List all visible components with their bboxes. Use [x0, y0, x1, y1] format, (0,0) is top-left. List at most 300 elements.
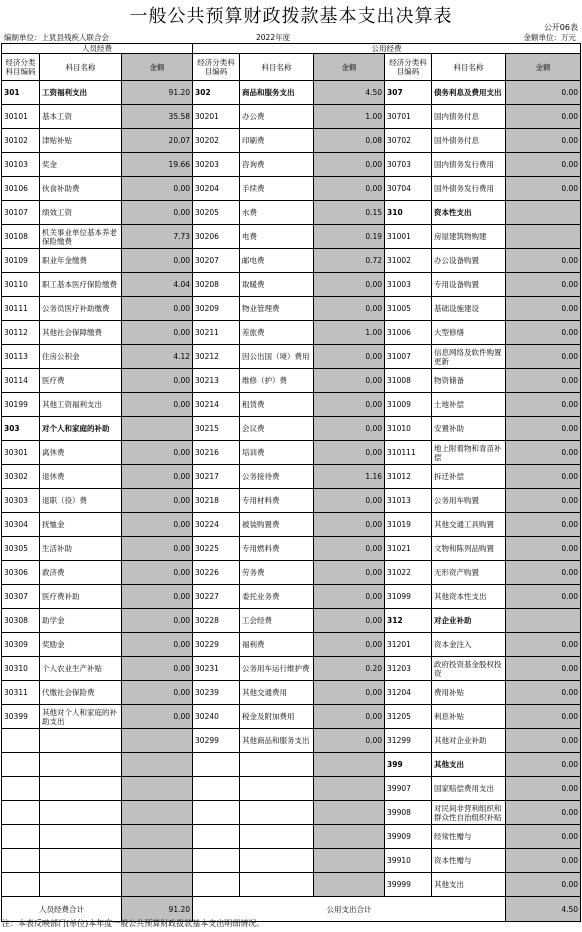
- cell-code: 30303: [2, 489, 40, 513]
- cell-amount: 1.16: [314, 465, 385, 489]
- cell-name: 国外债务发行费用: [432, 177, 506, 201]
- cell-code: 31003: [385, 273, 432, 297]
- cell-name: 利息补贴: [432, 705, 506, 729]
- cell-name: 其他资本性支出: [432, 585, 506, 609]
- cell-name: 其他交通工具购置: [432, 513, 506, 537]
- table-row: [2, 225, 581, 249]
- cell-code: 30217: [193, 465, 240, 489]
- cell-amount: 0.00: [506, 105, 581, 129]
- cell-code: 30213: [193, 369, 240, 393]
- cell-code: 31022: [385, 561, 432, 585]
- cell-code: 31006: [385, 321, 432, 345]
- cell-name: 税金及附加费用: [240, 705, 314, 729]
- cell-name: 公务员医疗补助缴费: [40, 297, 122, 321]
- cell-code: 30228: [193, 609, 240, 633]
- cell-amount: [506, 609, 581, 633]
- cell-name: 委托业务费: [240, 585, 314, 609]
- cell-amount: 0.00: [314, 681, 385, 705]
- cell-amount: 0.00: [314, 633, 385, 657]
- cell-name: 培训费: [240, 441, 314, 465]
- table-row: [2, 633, 581, 657]
- footnote: 注：本表反映部门(单位)本年度一般公共预算财政拨款基本支出明细情况。: [2, 919, 265, 928]
- cell-name: 其他商品和服务支出: [240, 729, 314, 753]
- cell-code: 39907: [385, 777, 432, 801]
- cell-name: 房屋建筑物购建: [432, 225, 506, 249]
- cell-code: 30218: [193, 489, 240, 513]
- col-code-header: 经济分类科目编码: [2, 54, 40, 81]
- cell-amount: [122, 729, 193, 753]
- cell-name: 职业年金缴费: [40, 249, 122, 273]
- cell-name: 机关事业单位基本养老保险缴费: [40, 225, 122, 249]
- cell-amount: 0.00: [506, 585, 581, 609]
- cell-code: 31204: [385, 681, 432, 705]
- cell-amount: 35.58: [122, 105, 193, 129]
- table-row: [2, 729, 581, 753]
- cell-name: [240, 753, 314, 777]
- cell-name: [40, 825, 122, 849]
- table-row: [2, 345, 581, 369]
- cell-code: 30114: [2, 369, 40, 393]
- cell-name: 政府投资基金股权投资: [432, 657, 506, 681]
- table-row: [2, 81, 581, 105]
- col-name-header: 科目名称: [432, 54, 506, 81]
- cell-code: 30225: [193, 537, 240, 561]
- cell-amount: 0.00: [314, 441, 385, 465]
- cell-name: 国内债务发行费用: [432, 153, 506, 177]
- cell-code: 39999: [385, 873, 432, 897]
- cell-name: 公务接待费: [240, 465, 314, 489]
- cell-name: 津贴补贴: [40, 129, 122, 153]
- table-row: [2, 465, 581, 489]
- cell-amount: [314, 753, 385, 777]
- cell-code: 30240: [193, 705, 240, 729]
- cell-name: 无形资产购置: [432, 561, 506, 585]
- col-amount-header: 金额: [314, 54, 385, 81]
- personnel-total-value: 91.20: [122, 897, 193, 922]
- cell-name: 费用补贴: [432, 681, 506, 705]
- cell-code: 30202: [193, 129, 240, 153]
- table-row: [2, 585, 581, 609]
- cell-amount: 0.00: [122, 393, 193, 417]
- cell-name: 拆迁补偿: [432, 465, 506, 489]
- cell-name: 退职（役）费: [40, 489, 122, 513]
- cell-code: 31013: [385, 489, 432, 513]
- cell-code: 30226: [193, 561, 240, 585]
- table-row: [2, 825, 581, 849]
- cell-code: 31001: [385, 225, 432, 249]
- cell-code: 30212: [193, 345, 240, 369]
- cell-name: 其他交通费用: [240, 681, 314, 705]
- cell-amount: 0.00: [506, 369, 581, 393]
- cell-name: 专用材料费: [240, 489, 314, 513]
- cell-amount: [122, 801, 193, 825]
- col-name-header: 科目名称: [40, 54, 122, 81]
- cell-amount: 4.12: [122, 345, 193, 369]
- cell-amount: 0.00: [506, 825, 581, 849]
- cell-name: 办公设备购置: [432, 249, 506, 273]
- cell-code: [2, 873, 40, 897]
- cell-amount: 4.04: [122, 273, 193, 297]
- cell-name: 福利费: [240, 633, 314, 657]
- cell-code: 30216: [193, 441, 240, 465]
- col-amount-header: 金额: [122, 54, 193, 81]
- cell-amount: 1.00: [314, 105, 385, 129]
- cell-name: 对企业补助: [432, 609, 506, 633]
- table-row: [2, 537, 581, 561]
- cell-amount: 0.00: [506, 537, 581, 561]
- cell-code: 31005: [385, 297, 432, 321]
- cell-amount: 91.20: [122, 81, 193, 105]
- cell-name: 租赁费: [240, 393, 314, 417]
- cell-code: 30310: [2, 657, 40, 681]
- cell-amount: [122, 417, 193, 441]
- table-row: [2, 105, 581, 129]
- cell-amount: [122, 825, 193, 849]
- cell-name: 医疗费: [40, 369, 122, 393]
- cell-name: 债务利息及费用支出: [432, 81, 506, 105]
- public-total-value: 4.50: [506, 897, 581, 922]
- cell-amount: 0.00: [314, 609, 385, 633]
- cell-amount: 0.00: [122, 321, 193, 345]
- cell-name: [240, 777, 314, 801]
- amount-unit: 金额单位：万元: [523, 33, 576, 42]
- cell-amount: 0.00: [122, 585, 193, 609]
- cell-name: 取暖费: [240, 273, 314, 297]
- table-row: [2, 561, 581, 585]
- cell-code: 30211: [193, 321, 240, 345]
- cell-amount: 0.00: [506, 273, 581, 297]
- cell-code: 303: [2, 417, 40, 441]
- cell-amount: [122, 849, 193, 873]
- cell-code: 30199: [2, 393, 40, 417]
- cell-amount: 0.00: [506, 129, 581, 153]
- cell-name: 土地补偿: [432, 393, 506, 417]
- cell-code: 30101: [2, 105, 40, 129]
- cell-code: 30204: [193, 177, 240, 201]
- cell-name: 会议费: [240, 417, 314, 441]
- cell-amount: 0.00: [314, 153, 385, 177]
- cell-code: 302: [193, 81, 240, 105]
- table-row: [2, 249, 581, 273]
- cell-amount: 0.00: [506, 81, 581, 105]
- cell-amount: 0.00: [506, 393, 581, 417]
- cell-amount: 0.00: [506, 177, 581, 201]
- cell-name: 资本性支出: [432, 201, 506, 225]
- cell-amount: 0.00: [506, 489, 581, 513]
- cell-amount: [314, 849, 385, 873]
- cell-amount: 0.00: [506, 633, 581, 657]
- cell-amount: 0.00: [506, 681, 581, 705]
- cell-code: 30304: [2, 513, 40, 537]
- cell-amount: 0.00: [506, 441, 581, 465]
- cell-code: 31099: [385, 585, 432, 609]
- cell-name: 基础设施建设: [432, 297, 506, 321]
- cell-code: 39909: [385, 825, 432, 849]
- cell-name: 差旅费: [240, 321, 314, 345]
- table-row: [2, 489, 581, 513]
- cell-code: 31010: [385, 417, 432, 441]
- cell-name: 伙食补助费: [40, 177, 122, 201]
- cell-code: 30231: [193, 657, 240, 681]
- cell-name: 国家赔偿费用支出: [432, 777, 506, 801]
- cell-code: 31009: [385, 393, 432, 417]
- table-row: [2, 273, 581, 297]
- cell-name: 被装购置费: [240, 513, 314, 537]
- cell-name: 资本性赠与: [432, 849, 506, 873]
- personnel-total-label: 人员经费合计: [2, 897, 122, 922]
- cell-code: 30399: [2, 705, 40, 729]
- cell-amount: 0.00: [122, 681, 193, 705]
- cell-code: [2, 729, 40, 753]
- cell-code: 31299: [385, 729, 432, 753]
- cell-code: 30215: [193, 417, 240, 441]
- cell-amount: 0.00: [122, 297, 193, 321]
- cell-amount: 0.00: [122, 489, 193, 513]
- cell-code: 30205: [193, 201, 240, 225]
- table-row: [2, 393, 581, 417]
- cell-code: 310: [385, 201, 432, 225]
- cell-code: 30110: [2, 273, 40, 297]
- cell-name: [240, 801, 314, 825]
- cell-code: [2, 753, 40, 777]
- cell-amount: 0.00: [122, 441, 193, 465]
- cell-name: 印刷费: [240, 129, 314, 153]
- cell-name: 专用燃料费: [240, 537, 314, 561]
- table-row: [2, 321, 581, 345]
- cell-name: 邮电费: [240, 249, 314, 273]
- cell-code: 30208: [193, 273, 240, 297]
- cell-amount: 0.00: [506, 417, 581, 441]
- cell-amount: 0.19: [314, 225, 385, 249]
- cell-code: 310111: [385, 441, 432, 465]
- public-total-label: 公用支出合计: [193, 897, 506, 922]
- cell-code: 30224: [193, 513, 240, 537]
- table-row: [2, 417, 581, 441]
- cell-name: 抚恤金: [40, 513, 122, 537]
- cell-amount: 0.00: [506, 657, 581, 681]
- table-row: [2, 657, 581, 681]
- cell-name: 商品和服务支出: [240, 81, 314, 105]
- cell-name: 其他支出: [432, 873, 506, 897]
- cell-name: 电费: [240, 225, 314, 249]
- cell-amount: [122, 777, 193, 801]
- cell-amount: [314, 801, 385, 825]
- cell-amount: 0.00: [122, 609, 193, 633]
- table-row: [2, 513, 581, 537]
- cell-code: 30307: [2, 585, 40, 609]
- cell-amount: 0.00: [506, 873, 581, 897]
- cell-amount: 0.00: [314, 513, 385, 537]
- cell-name: 信息网络及软件购置更新: [432, 345, 506, 369]
- cell-name: 办公费: [240, 105, 314, 129]
- info-bar: [0, 32, 582, 43]
- cell-amount: 0.00: [122, 633, 193, 657]
- cell-name: 安置补助: [432, 417, 506, 441]
- cell-amount: 0.00: [506, 345, 581, 369]
- cell-code: 39908: [385, 801, 432, 825]
- cell-code: 30102: [2, 129, 40, 153]
- personnel-header: 人员经费: [2, 44, 193, 54]
- cell-amount: 0.00: [506, 321, 581, 345]
- cell-amount: 0.00: [314, 585, 385, 609]
- cell-amount: [314, 873, 385, 897]
- cell-amount: 0.00: [506, 249, 581, 273]
- cell-amount: 0.00: [314, 297, 385, 321]
- cell-code: 30302: [2, 465, 40, 489]
- cell-code: 31008: [385, 369, 432, 393]
- cell-amount: 0.00: [314, 273, 385, 297]
- cell-name: 水费: [240, 201, 314, 225]
- cell-code: 30203: [193, 153, 240, 177]
- cell-code: 30227: [193, 585, 240, 609]
- cell-code: 30106: [2, 177, 40, 201]
- table-row: [2, 705, 581, 729]
- cell-code: 30214: [193, 393, 240, 417]
- cell-name: [40, 801, 122, 825]
- cell-name: [240, 825, 314, 849]
- cell-name: [40, 777, 122, 801]
- cell-code: 301: [2, 81, 40, 105]
- cell-name: [240, 849, 314, 873]
- cell-name: 绩效工资: [40, 201, 122, 225]
- cell-name: 专用设备购置: [432, 273, 506, 297]
- cell-amount: [314, 825, 385, 849]
- cell-amount: 19.66: [122, 153, 193, 177]
- cell-name: [40, 753, 122, 777]
- cell-amount: 0.00: [122, 177, 193, 201]
- col-code-header: 经济分类科目编码: [385, 54, 432, 81]
- cell-name: 其他工资福利支出: [40, 393, 122, 417]
- cell-code: 39910: [385, 849, 432, 873]
- cell-code: 30239: [193, 681, 240, 705]
- cell-name: 其他支出: [432, 753, 506, 777]
- cell-amount: 0.08: [314, 129, 385, 153]
- cell-code: 30306: [2, 561, 40, 585]
- cell-name: 退休费: [40, 465, 122, 489]
- cell-name: 对民间非营利组织和群众性自治组织补贴: [432, 801, 506, 825]
- cell-code: 30206: [193, 225, 240, 249]
- cell-amount: 0.00: [314, 345, 385, 369]
- cell-amount: 0.00: [122, 201, 193, 225]
- cell-code: [193, 753, 240, 777]
- cell-name: 其他社会保障缴费: [40, 321, 122, 345]
- cell-name: 离休费: [40, 441, 122, 465]
- cell-amount: 0.15: [314, 201, 385, 225]
- cell-name: 个人农业生产补贴: [40, 657, 122, 681]
- cell-code: 30229: [193, 633, 240, 657]
- cell-name: 因公出国（境）费用: [240, 345, 314, 369]
- cell-amount: [506, 225, 581, 249]
- cell-code: 30701: [385, 105, 432, 129]
- cell-name: 生活补助: [40, 537, 122, 561]
- cell-amount: 0.00: [314, 561, 385, 585]
- cell-code: 30704: [385, 177, 432, 201]
- cell-amount: [122, 873, 193, 897]
- cell-code: 30112: [2, 321, 40, 345]
- cell-amount: 0.00: [506, 753, 581, 777]
- cell-amount: 0.00: [314, 369, 385, 393]
- cell-code: 31007: [385, 345, 432, 369]
- cell-code: [2, 801, 40, 825]
- col-code-header: 经济分类科目编码: [193, 54, 240, 81]
- cell-name: 住房公积金: [40, 345, 122, 369]
- cell-code: 30311: [2, 681, 40, 705]
- public-header: 公用经费: [193, 44, 581, 54]
- cell-amount: [506, 201, 581, 225]
- cell-amount: 0.00: [314, 537, 385, 561]
- cell-code: 30201: [193, 105, 240, 129]
- cell-code: 30207: [193, 249, 240, 273]
- table-row: [2, 681, 581, 705]
- table-row: [2, 849, 581, 873]
- cell-amount: 0.00: [506, 465, 581, 489]
- table-row: [2, 177, 581, 201]
- cell-name: 维修（护）费: [240, 369, 314, 393]
- cell-code: [2, 777, 40, 801]
- cell-name: 基本工资: [40, 105, 122, 129]
- col-amount-header: 金额: [506, 54, 581, 81]
- cell-amount: 0.00: [506, 153, 581, 177]
- cell-name: 咨询费: [240, 153, 314, 177]
- cell-code: 30308: [2, 609, 40, 633]
- table-row: [2, 609, 581, 633]
- cell-amount: 4.50: [314, 81, 385, 105]
- cell-name: 工会经费: [240, 609, 314, 633]
- cell-name: 职工基本医疗保险缴费: [40, 273, 122, 297]
- expenditure-table: [1, 43, 581, 922]
- cell-code: [193, 777, 240, 801]
- cell-code: 30301: [2, 441, 40, 465]
- cell-name: 医疗费补助: [40, 585, 122, 609]
- cell-amount: 0.00: [314, 417, 385, 441]
- cell-amount: 0.00: [506, 297, 581, 321]
- table-row: [2, 801, 581, 825]
- page-title: 一般公共预算财政拨款基本支出决算表: [129, 6, 453, 27]
- cell-name: 经常性赠与: [432, 825, 506, 849]
- table-row: [2, 873, 581, 897]
- cell-amount: 0.00: [122, 705, 193, 729]
- cell-code: 30107: [2, 201, 40, 225]
- cell-code: 31205: [385, 705, 432, 729]
- cell-amount: 0.00: [314, 393, 385, 417]
- cell-code: 312: [385, 609, 432, 633]
- cell-name: 物业管理费: [240, 297, 314, 321]
- cell-name: 其他对企业补助: [432, 729, 506, 753]
- cell-code: 30703: [385, 153, 432, 177]
- cell-name: 公务用车运行维护费: [240, 657, 314, 681]
- cell-amount: 0.00: [506, 513, 581, 537]
- cell-code: 31021: [385, 537, 432, 561]
- cell-code: 30702: [385, 129, 432, 153]
- cell-code: 31203: [385, 657, 432, 681]
- cell-amount: 0.00: [314, 177, 385, 201]
- cell-amount: [314, 777, 385, 801]
- cell-code: 30113: [2, 345, 40, 369]
- cell-code: [2, 825, 40, 849]
- cell-code: 30309: [2, 633, 40, 657]
- cell-amount: 0.00: [122, 465, 193, 489]
- cell-name: 奖金: [40, 153, 122, 177]
- table-row: [2, 201, 581, 225]
- cell-name: 救济费: [40, 561, 122, 585]
- cell-amount: 1.00: [314, 321, 385, 345]
- table-row: [2, 153, 581, 177]
- cell-name: 代缴社会保险费: [40, 681, 122, 705]
- cell-amount: 0.00: [506, 849, 581, 873]
- table-row: [2, 297, 581, 321]
- cell-code: 399: [385, 753, 432, 777]
- cell-name: 对个人和家庭的补助: [40, 417, 122, 441]
